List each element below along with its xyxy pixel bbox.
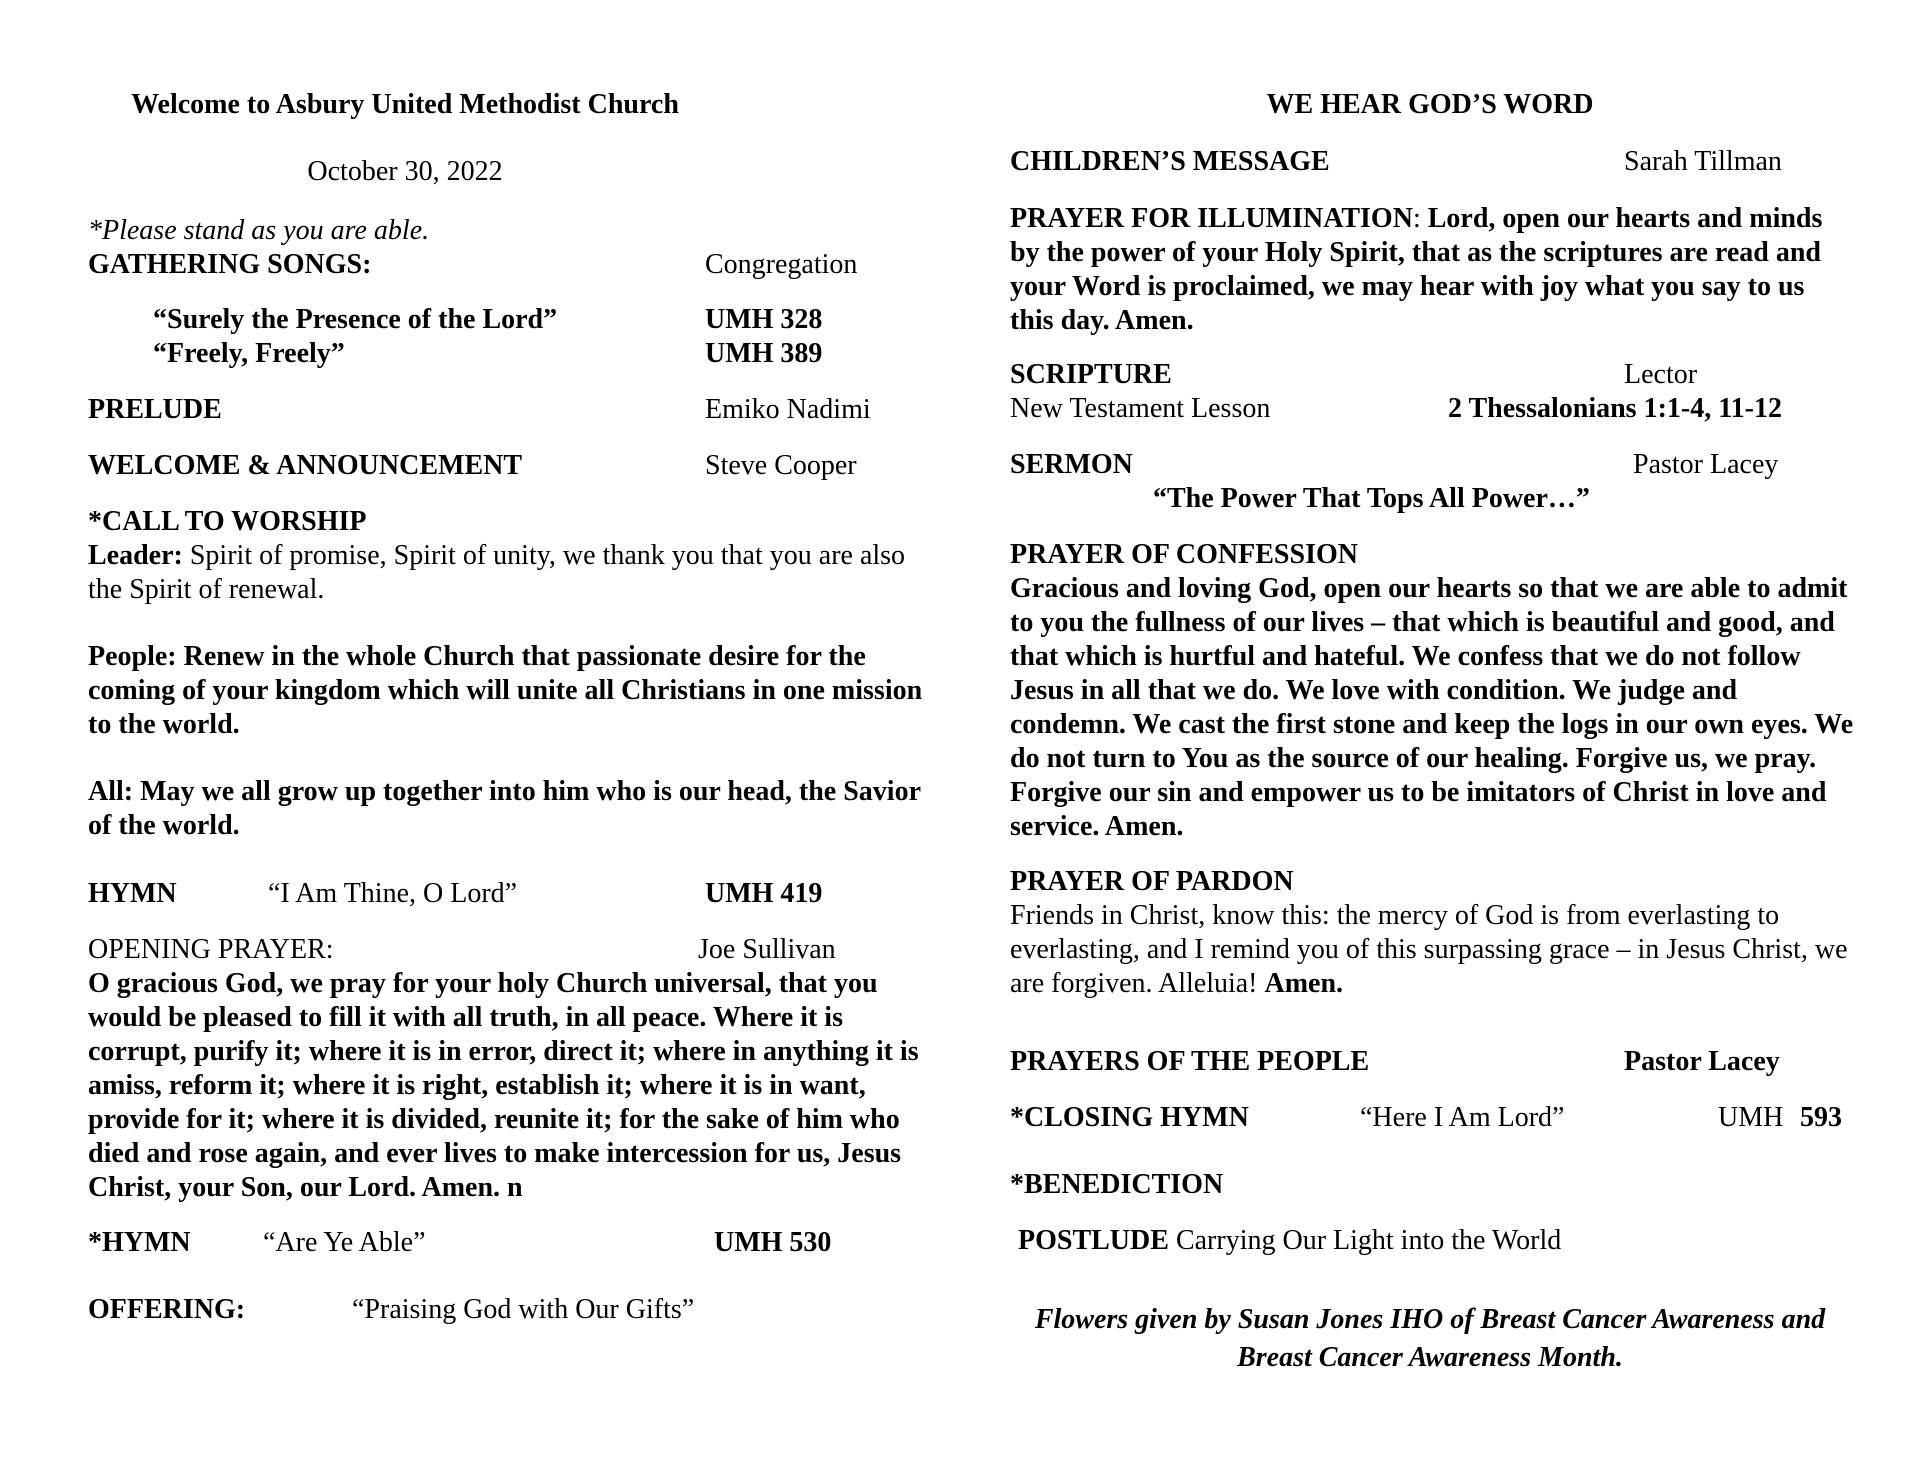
call-to-worship-leader — [88, 539, 928, 607]
sermon-title: “The Power That Tops All Power…” — [1153, 483, 1590, 514]
service-date: October 30, 2022 — [307, 156, 503, 187]
gathering-songs-label: GATHERING SONGS: — [88, 249, 372, 280]
closing-hymn-title: “Here I Am Lord” — [1360, 1102, 1565, 1133]
childrens-message-label: CHILDREN’S MESSAGE — [1010, 146, 1330, 177]
gathering-song-title: “Surely the Presence of the Lord” — [153, 304, 558, 335]
illumination-prayer — [1010, 202, 1850, 338]
stand-note: *Please stand as you are able. — [88, 215, 430, 246]
postlude-title: Carrying Our Light into the World — [1175, 1225, 1562, 1256]
welcome-label: WELCOME & ANNOUNCEMENT — [88, 450, 523, 481]
closing-hymn-number: 593 — [1800, 1102, 1842, 1133]
leader-text: Spirit of promise, Spirit of unity, we thank you that you are also the Spirit of renewal. — [88, 540, 906, 605]
hymn-label: HYMN — [88, 878, 177, 909]
gathering-song-number: UMH 328 — [705, 304, 823, 335]
leader-label: Leader: — [88, 540, 183, 571]
call-to-worship-people: People: Renew in the whole Church that passionate desire for the coming of your kingdom which will unite all Christians in one mission to the world. — [88, 641, 923, 740]
illumination-text: Lord, open our hearts and minds by the power of your Holy Spirit, that as the scriptures are read and your Word is proclaimed, we may hear with joy what you say to us this day. Amen. — [1010, 203, 1823, 336]
offering-label: OFFERING: — [88, 1294, 246, 1325]
illumination-colon: : — [1412, 203, 1428, 234]
right-title: WE HEAR GOD’S WORD — [1266, 89, 1594, 120]
hymn2-number: UMH 530 — [714, 1227, 832, 1258]
scripture-label: SCRIPTURE — [1010, 359, 1172, 390]
hymn-title: “I Am Thine, O Lord” — [268, 878, 518, 909]
illumination-label: PRAYER FOR ILLUMINATION — [1010, 203, 1413, 234]
hymn2-title: “Are Ye Able” — [263, 1227, 426, 1258]
call-to-worship-all: All: May we all grow up together into him who is our head, the Savior of the world. — [88, 776, 921, 841]
offering-title: “Praising God with Our Gifts” — [352, 1294, 695, 1325]
scripture-reference: 2 Thessalonians 1:1-4, 11-12 — [1448, 393, 1782, 424]
call-to-worship-label: *CALL TO WORSHIP — [88, 506, 367, 537]
pardon-amen: Amen. — [1264, 968, 1344, 999]
hymn2-label: *HYMN — [88, 1227, 191, 1258]
confession-label: PRAYER OF CONFESSION — [1010, 539, 1358, 570]
closing-hymn-label: *CLOSING HYMN — [1010, 1102, 1249, 1133]
confession-text: Gracious and loving God, open our hearts so that we are able to admit to you the fullness of our lives – that which is beautiful and good, and that which is hurtful and hateful. We confess that we do not follow Jesus in all that we do. We love with condition. We judge and condemn. We cast the first stone and keep the logs in our own eyes. We do not turn to You as the source of our healing. Forgive us, we pray. Forgive our sin and empower us to be imitators of Christ in love and service. Amen. — [1010, 573, 1854, 842]
sermon-label: SERMON — [1010, 449, 1133, 480]
hymn-number: UMH 419 — [705, 878, 823, 909]
sermon-person: Pastor Lacey — [1633, 449, 1779, 480]
pardon-text — [1010, 899, 1855, 1001]
gathering-songs-leader: Congregation — [705, 249, 858, 280]
flowers-note: Flowers given by Susan Jones IHO of Breast Cancer Awareness and Breast Cancer Awareness Month. — [1034, 1304, 1826, 1373]
prelude-person: Emiko Nadimi — [705, 394, 871, 425]
left-title: Welcome to Asbury United Methodist Church — [131, 89, 679, 120]
benediction-label: *BENEDICTION — [1010, 1169, 1224, 1200]
scripture-person: Lector — [1624, 359, 1698, 390]
closing-hymn-umh: UMH — [1718, 1102, 1784, 1133]
opening-prayer-person: Joe Sullivan — [698, 934, 836, 965]
pardon-body: Friends in Christ, know this: the mercy of God is from everlasting to everlasting, and I remind you of this surpassing grace – in Jesus Christ, we are forgiven. Alleluia! — [1010, 900, 1848, 999]
scripture-lesson: New Testament Lesson — [1010, 393, 1271, 424]
prelude-label: PRELUDE — [88, 394, 222, 425]
postlude-label: POSTLUDE — [1018, 1225, 1169, 1256]
opening-prayer-label: OPENING PRAYER: — [88, 934, 334, 965]
opening-prayer-text: O gracious God, we pray for your holy Church universal, that you would be pleased to fill it with all truth, in all peace. Where it is corrupt, purify it; where it is in error, direct it; where in anything it is amiss, reform it; where it is right, establish it; where it is in want, provide for it; where it is divided, reunite it; for the sake of him who died and rose again, and ever lives to make intercession for us, Jesus Christ, your Son, our Lord. Amen. n — [88, 968, 919, 1203]
postlude — [1018, 1224, 1561, 1258]
childrens-message-person: Sarah Tillman — [1624, 146, 1782, 177]
prayers-people-person: Pastor Lacey — [1624, 1046, 1780, 1077]
prayers-people-label: PRAYERS OF THE PEOPLE — [1010, 1046, 1370, 1077]
pardon-label: PRAYER OF PARDON — [1010, 866, 1294, 897]
gathering-song-number: UMH 389 — [705, 338, 823, 369]
gathering-song-title: “Freely, Freely” — [153, 338, 345, 369]
welcome-person: Steve Cooper — [705, 450, 857, 481]
